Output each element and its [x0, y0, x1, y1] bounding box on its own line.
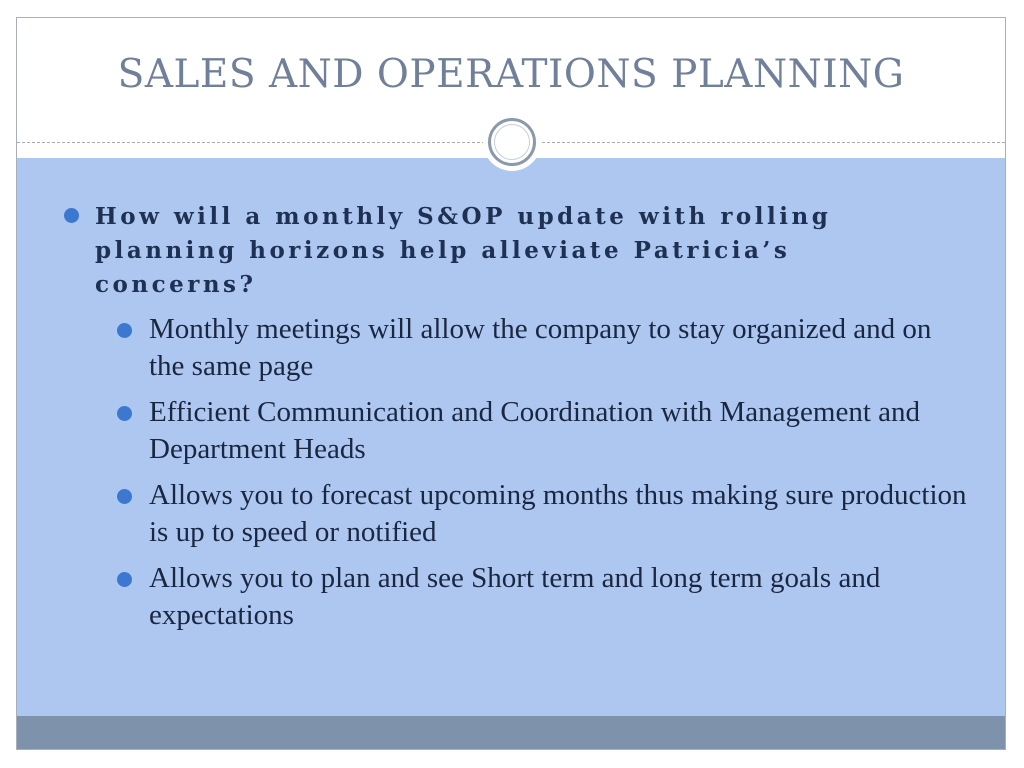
- list-item: [117, 560, 967, 634]
- bullet-dot-icon: [117, 489, 132, 504]
- question-bullet: [61, 200, 931, 302]
- list-item: [117, 477, 967, 551]
- list-item: [117, 311, 967, 385]
- bullet-dot-icon: [117, 406, 132, 421]
- list-item-text: Monthly meetings will allow the company to stay organized and on the same page: [149, 313, 932, 382]
- list-item: [117, 394, 967, 468]
- bullet-dot-icon: [64, 208, 79, 223]
- answer-list: [117, 311, 967, 643]
- footer-bar: [17, 716, 1005, 750]
- slide-title: SALES AND OPERATIONS PLANNING: [117, 52, 905, 97]
- bullet-dot-icon: [117, 572, 132, 587]
- list-item-text: Allows you to plan and see Short term and long term goals and expectations: [149, 562, 881, 631]
- list-item-text: Allows you to forecast upcoming months thus making sure production is up to speed or notified: [149, 479, 967, 548]
- bullet-dot-icon: [117, 323, 132, 338]
- question-text: How will a monthly S&OP update with rolling planning horizons help alleviate Patricia’s concerns?: [95, 203, 832, 298]
- circle-ornament-icon: [483, 113, 541, 171]
- slide: [16, 17, 1006, 750]
- ornament-ring: [488, 118, 536, 166]
- list-item-text: Efficient Communication and Coordination with Management and Department Heads: [149, 396, 921, 465]
